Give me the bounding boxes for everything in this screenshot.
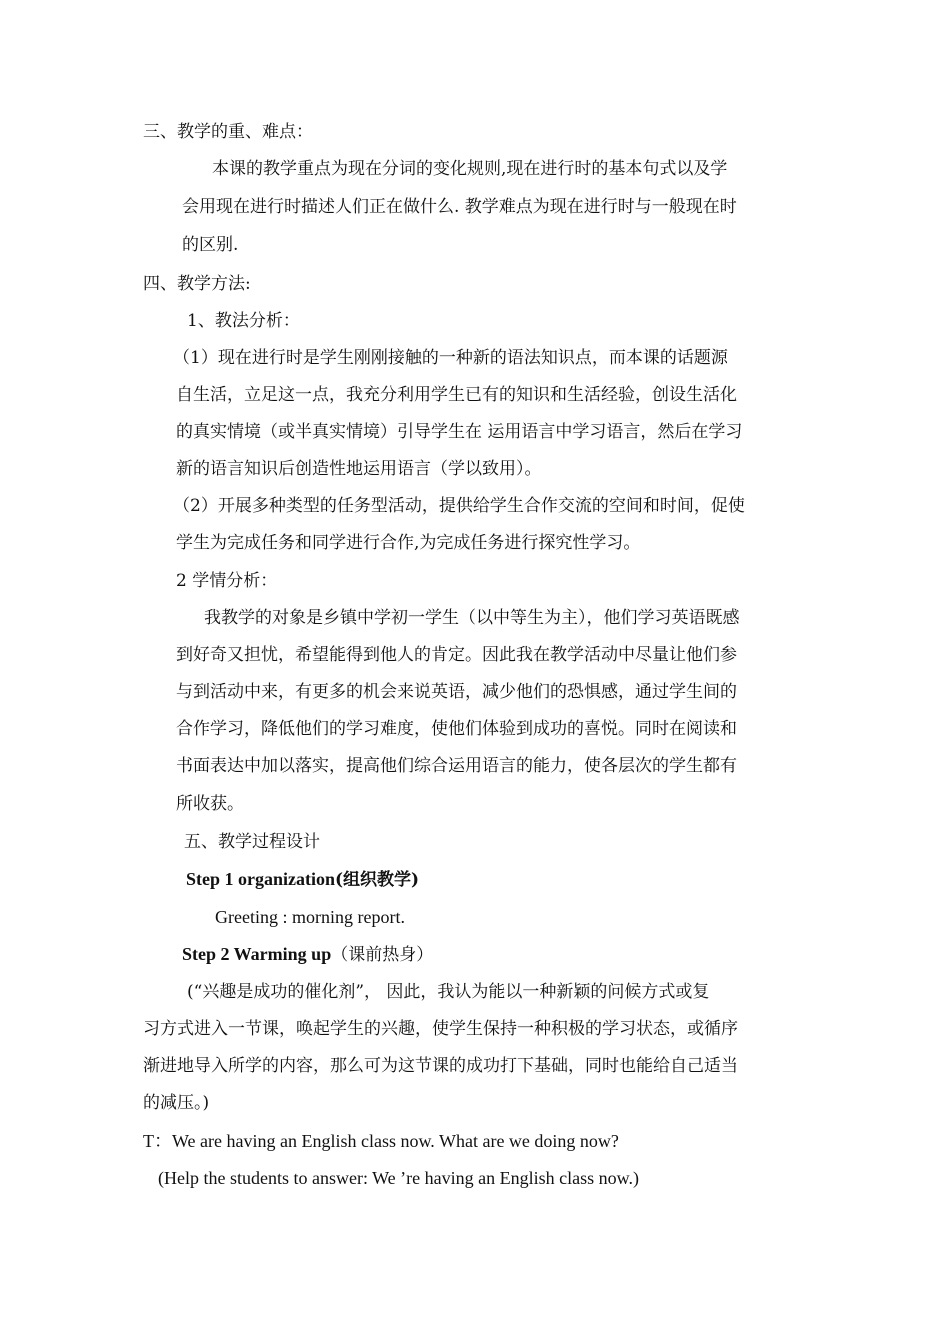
warmup-line-3: 渐进地导入所学的内容，那么可为这节课的成功打下基础，同时也能给自己适当 <box>143 1056 738 1076</box>
step-1-cn: (组织教学) <box>335 870 420 890</box>
warmup-line-2: 习方式进入一节课，唤起学生的兴趣，使学生保持一种积极的学习状态，或循序 <box>143 1019 738 1039</box>
learner-line-4: 合作学习，降低他们的学习难度，使他们体验到成功的喜悦。同时在阅读和 <box>176 719 737 739</box>
learner-line-1: 我教学的对象是乡镇中学初一学生（以中等生为主），他们学习英语既感 <box>204 608 740 628</box>
learner-line-2: 到好奇又担忧，希望能得到他人的肯定。因此我在教学活动中尽量让他们参 <box>176 645 737 665</box>
method-p2-line-2: 学生为完成任务和同学进行合作,为完成任务进行探究性学习。 <box>176 533 641 553</box>
help-line: (Help the students to answer: We ’re having an English class now.) <box>158 1168 639 1188</box>
step-2-cn: （课前热身） <box>331 945 434 965</box>
teacher-line: T：We are having an English class now. What are we doing now? <box>143 1131 619 1151</box>
method-p1-line-3: 的真实情境（或半真实情境）引导学生在 运用语言中学习语言，然后在学习 <box>176 422 743 442</box>
greeting-line: Greeting : morning report. <box>215 907 405 927</box>
section-3-line-3: 的区别. <box>182 235 239 255</box>
method-p2-line-1: （2）开展多种类型的任务型活动，提供给学生合作交流的空间和时间，促使 <box>173 496 745 516</box>
method-p1-line-4: 新的语言知识后创造性地运用语言（学以致用）。 <box>176 459 542 479</box>
section-3-heading: 三、教学的重、难点： <box>143 122 313 142</box>
step-2-label: Step 2 Warming up <box>182 944 332 964</box>
step-1-heading <box>186 867 419 892</box>
section-3-line-2: 会用现在进行时描述人们正在做什么. 教学难点为现在进行时与一般现在时 <box>182 197 737 217</box>
section-3-line-1: 本课的教学重点为现在分词的变化规则,现在进行时的基本句式以及学 <box>212 159 728 179</box>
learner-line-6: 所收获。 <box>176 794 244 814</box>
teaching-method-heading: 1、教法分析： <box>187 311 300 331</box>
learner-line-5: 书面表达中加以落实，提高他们综合运用语言的能力，使各层次的学生都有 <box>176 756 737 776</box>
learner-analysis-heading: 2 学情分析： <box>176 571 278 591</box>
warmup-line-4: 的减压。) <box>143 1093 210 1113</box>
section-4-heading: 四、教学方法: <box>143 274 251 294</box>
method-p1-line-1: （1）现在进行时是学生刚刚接触的一种新的语法知识点，而本课的话题源 <box>173 348 728 368</box>
learner-line-3: 与到活动中来，有更多的机会来说英语，减少他们的恐惧感，通过学生间的 <box>176 682 737 702</box>
method-p1-line-2: 自生活，立足这一点，我充分利用学生已有的知识和生活经验，创设生活化 <box>176 385 737 405</box>
step-1-label: Step 1 organization <box>186 869 336 889</box>
step-2-heading <box>182 942 433 967</box>
warmup-line-1: (“兴趣是成功的催化剂”， 因此，我认为能以一种新颖的问候方式或复 <box>187 982 710 1002</box>
section-5-heading: 五、教学过程设计 <box>184 832 320 852</box>
